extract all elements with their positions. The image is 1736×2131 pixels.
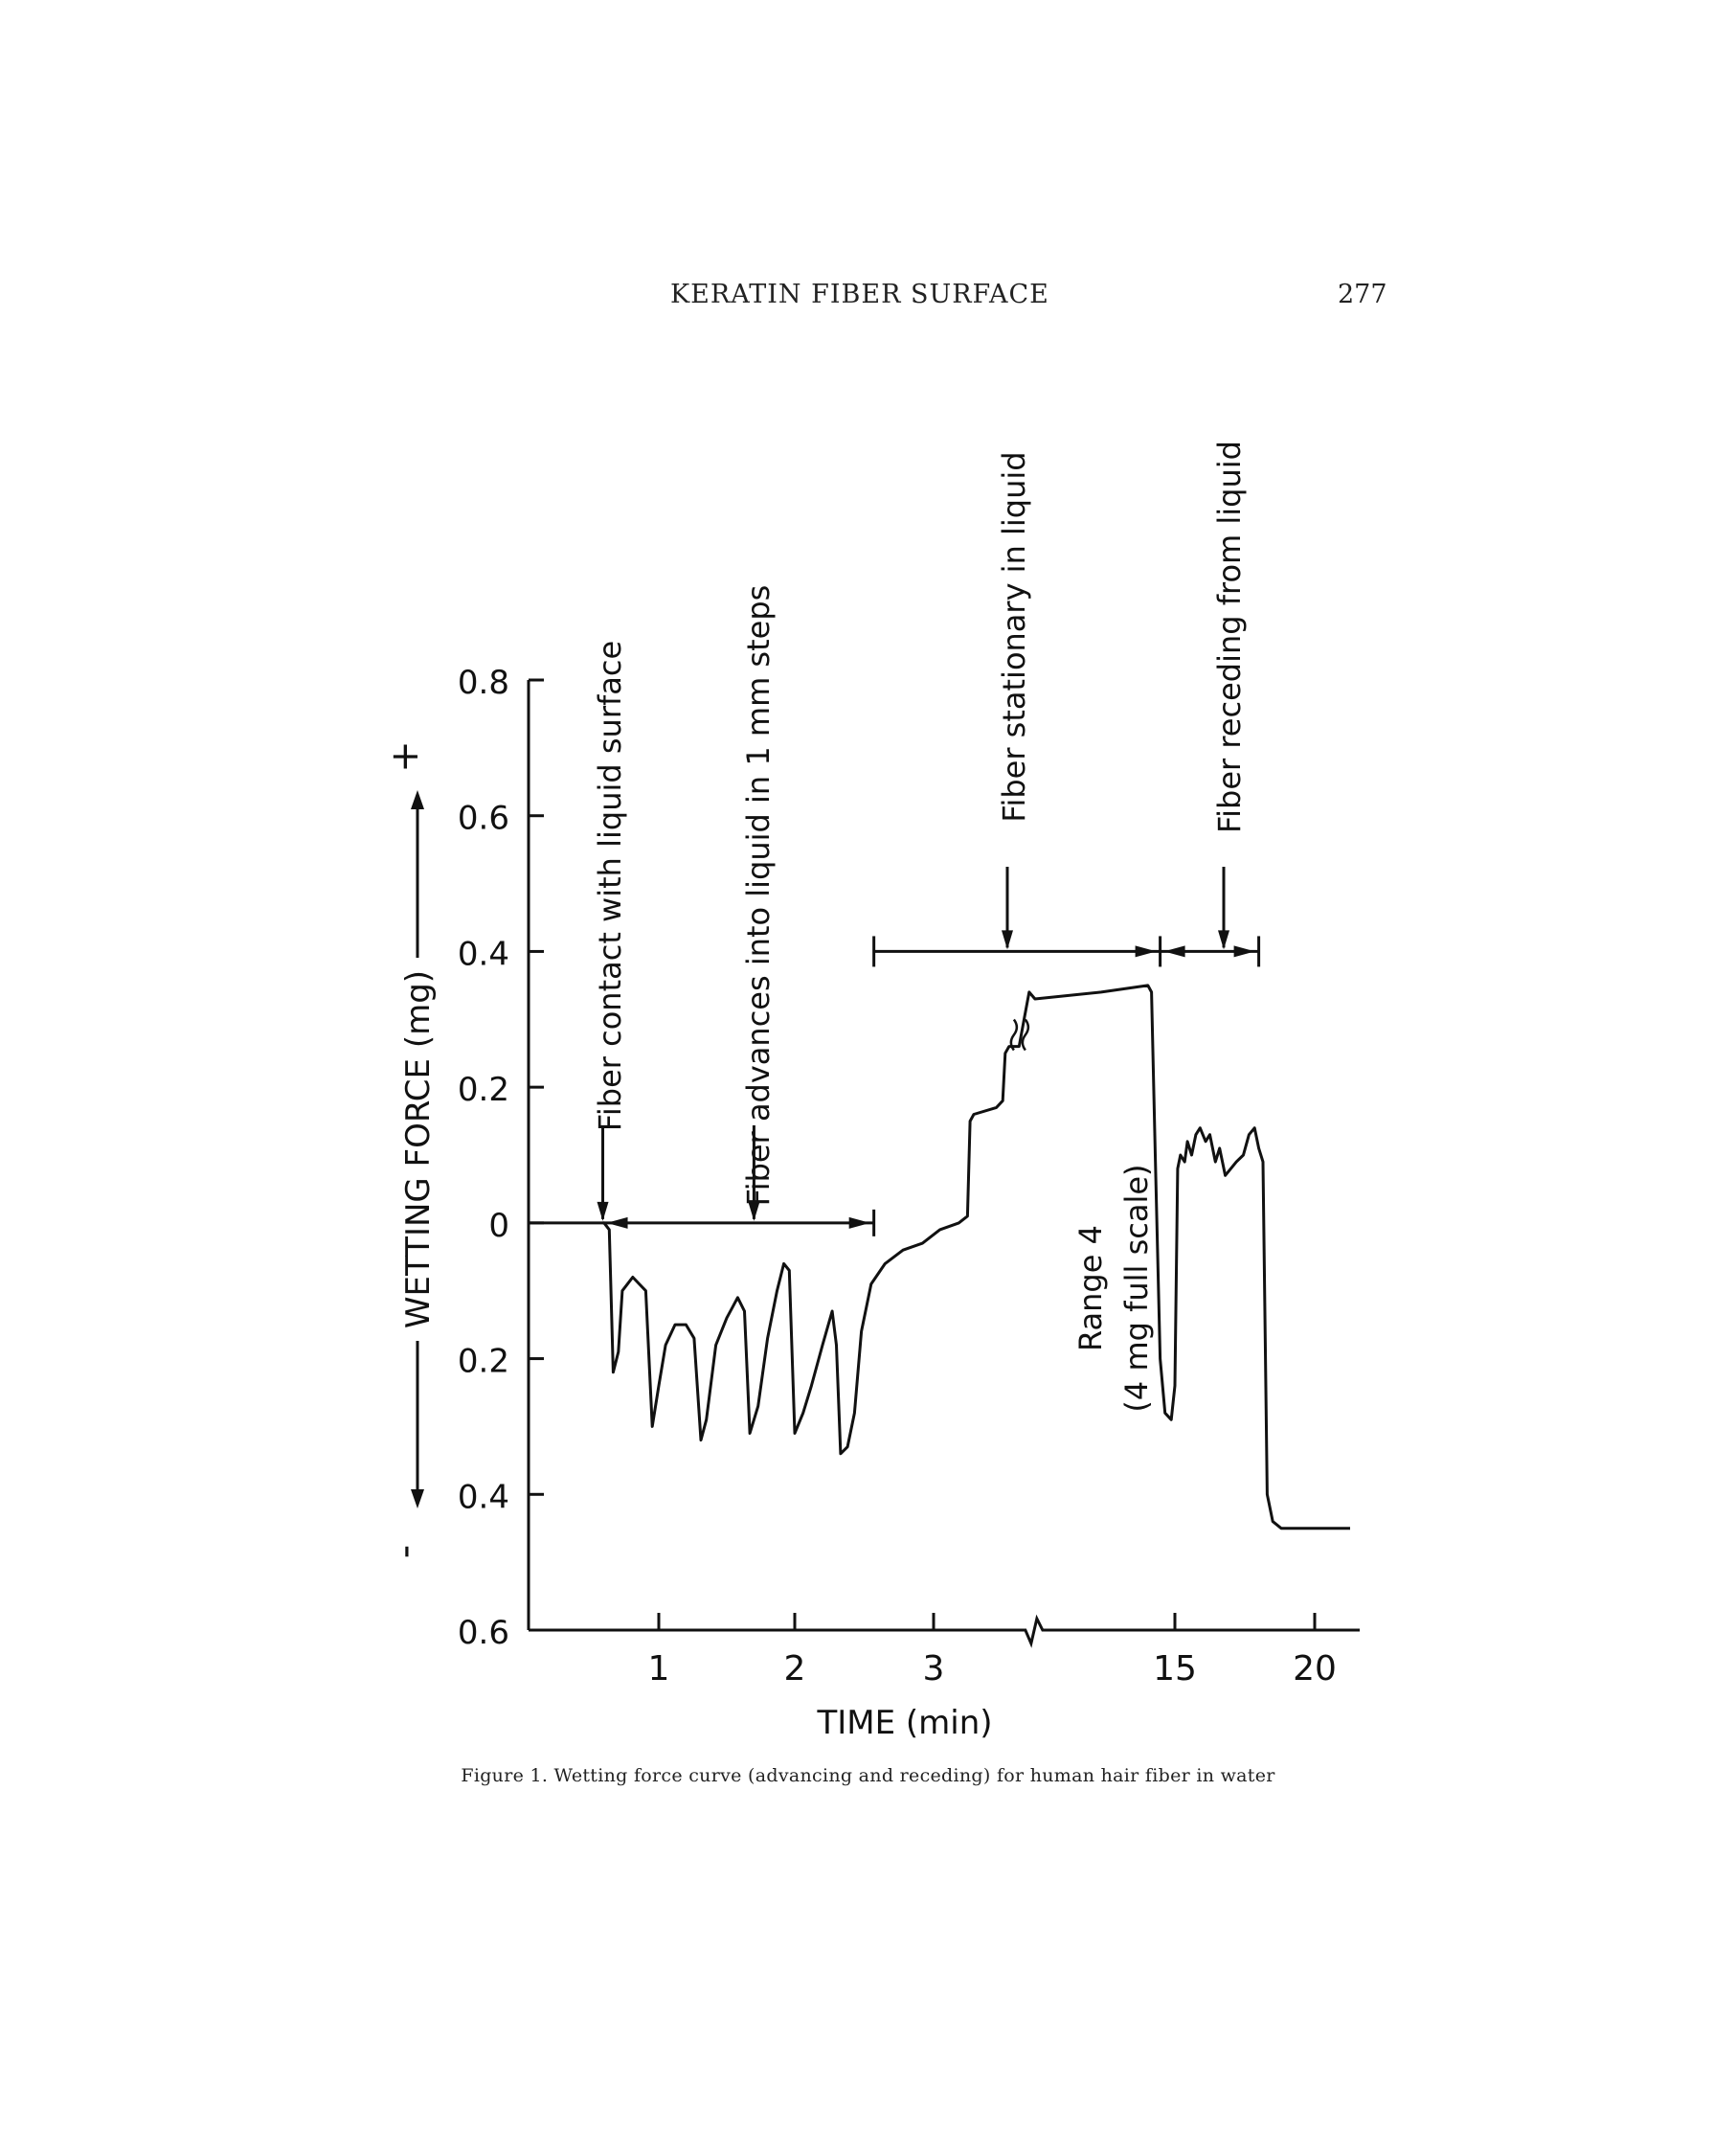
- contact-pointer-head: [597, 1202, 609, 1221]
- annotation-advance: Fiber advances into liquid in 1 mm steps: [740, 584, 777, 1207]
- running-title: KERATIN FIBER SURFACE: [670, 280, 1049, 309]
- receding-arrowhead-right: [1234, 945, 1255, 957]
- ticks: [383, 664, 1337, 1742]
- receding-arrowhead-left: [1164, 945, 1185, 957]
- y-axis-label: WETTING FORCE (mg): [399, 969, 438, 1329]
- x-tick-label: 3: [922, 1649, 945, 1689]
- x-tick-label: 2: [783, 1649, 806, 1689]
- y-label-negative-sign: -: [383, 1544, 427, 1559]
- x-axis-line: [529, 1619, 1360, 1644]
- annotation-receding: Fiber receding from liquid: [1211, 441, 1248, 833]
- advance-arrowhead-left: [607, 1217, 628, 1229]
- y-arrow-negative-head: [411, 1489, 424, 1508]
- x-tick-label: 1: [647, 1649, 670, 1689]
- page-number: 277: [1338, 280, 1387, 309]
- advance-arrowhead-right: [849, 1217, 870, 1229]
- x-tick-label: 20: [1293, 1649, 1337, 1689]
- y-tick-label: 0.4: [457, 1478, 509, 1517]
- x-tick-label: 15: [1153, 1649, 1197, 1689]
- y-tick-label: 0.4: [457, 935, 509, 974]
- stationary-arrowhead: [1136, 945, 1157, 957]
- y-tick-label: 0.2: [457, 1071, 509, 1110]
- receding-pointer-head: [1218, 930, 1229, 949]
- annotation-stationary: Fiber stationary in liquid: [996, 451, 1032, 823]
- stationary-pointer-head: [1002, 930, 1013, 949]
- wetting-force-curve: [529, 986, 1350, 1529]
- annotation-contact: Fiber contact with liquid surface: [592, 640, 628, 1132]
- curve-group: [529, 986, 1350, 1529]
- annotation-range: Range 4: [1072, 1225, 1109, 1351]
- y-tick-label: 0.6: [457, 799, 509, 838]
- y-label-positive-sign: +: [383, 740, 427, 773]
- y-tick-label: 0: [488, 1206, 509, 1245]
- y-tick-label: 0.8: [457, 664, 509, 702]
- y-tick-label: 0.6: [457, 1614, 509, 1652]
- y-arrow-positive-head: [411, 790, 424, 809]
- x-axis-label: TIME (min): [817, 1704, 993, 1742]
- y-tick-label: 0.2: [457, 1342, 509, 1381]
- figure-caption: Figure 1. Wetting force curve (advancing and receding) for human hair fiber in water: [461, 1765, 1275, 1786]
- annotation-full-scale: (4 mg full scale): [1118, 1164, 1155, 1413]
